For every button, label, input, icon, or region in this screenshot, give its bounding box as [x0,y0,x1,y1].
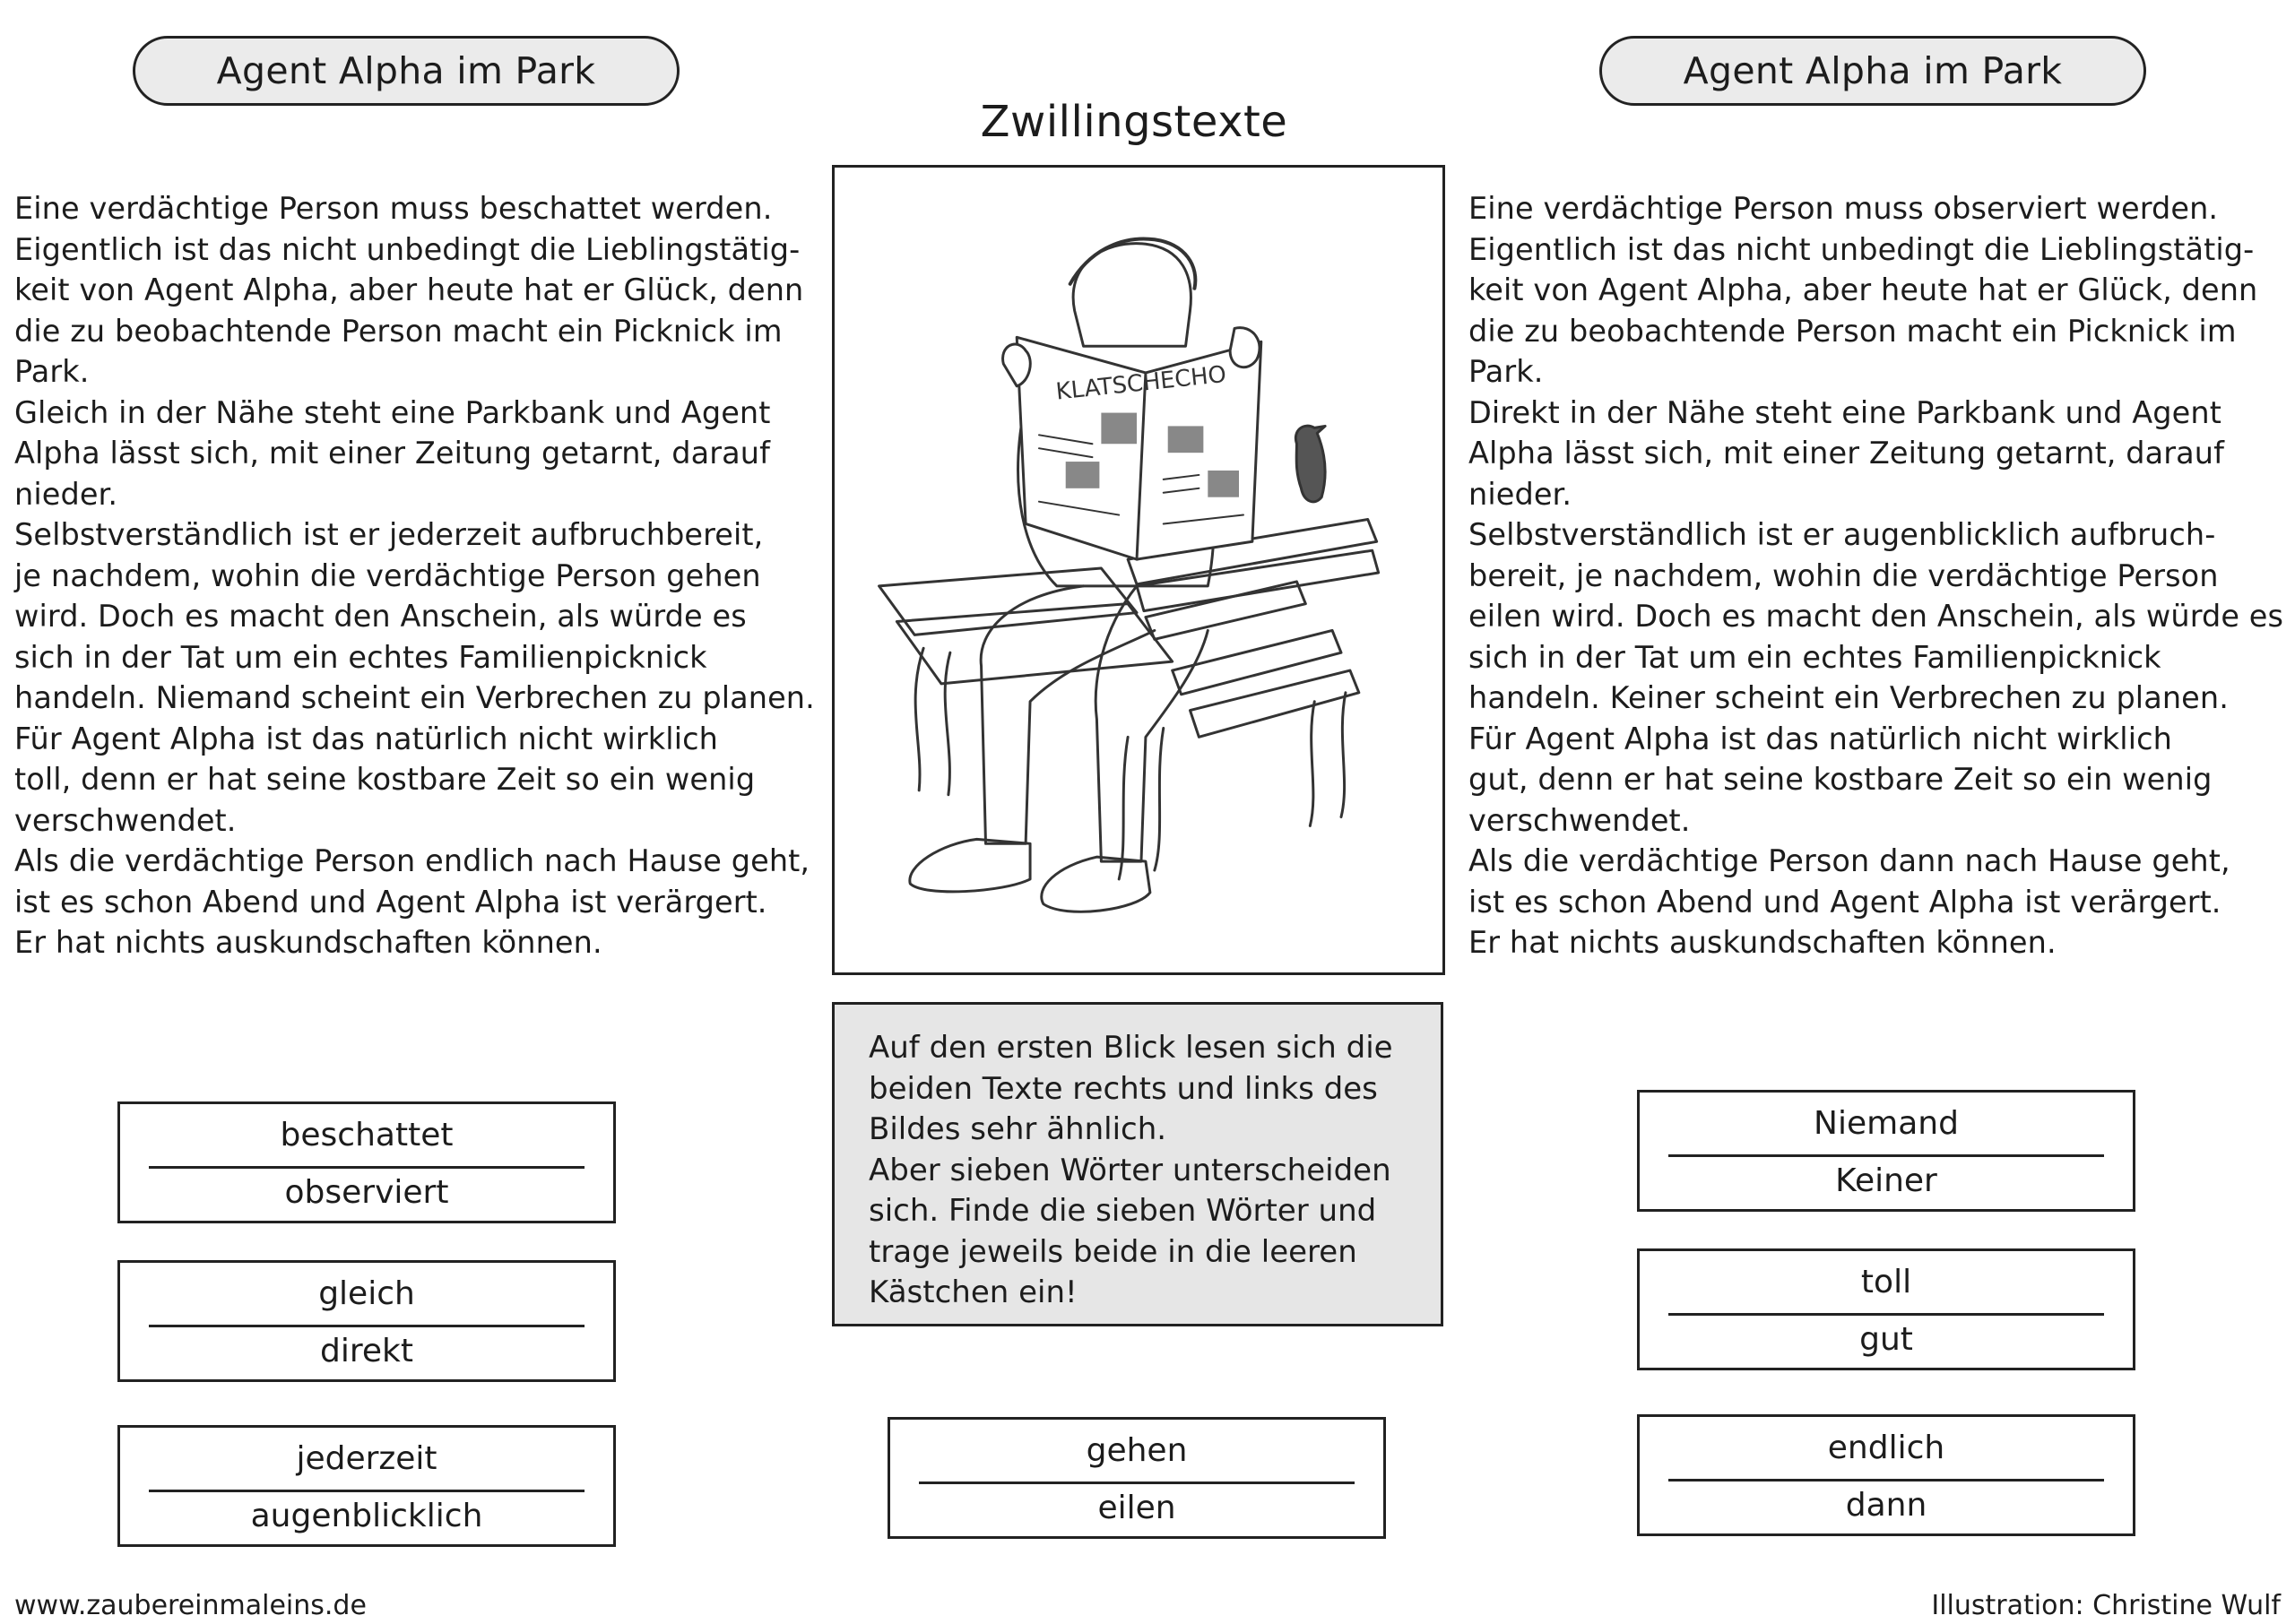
newspaper-picture [1101,413,1137,445]
person-hand [1230,328,1260,367]
divider [1668,1313,2104,1316]
bench-back [1137,550,1379,610]
divider [919,1481,1355,1484]
newspaper-picture [1208,471,1239,497]
title-pill-left [133,36,680,106]
word-right-text: eilen [1097,1490,1176,1526]
bench-slat [896,604,1172,684]
bird [1295,426,1325,502]
bench-slat [1173,630,1341,694]
bench-leg [1155,728,1164,870]
word-left-text: toll [1860,1264,1912,1300]
word-left-text: jederzeit [296,1440,437,1477]
word-left-text: gehen [1086,1432,1188,1469]
person-shoe [1042,857,1150,911]
word-pair-box[interactable] [1637,1090,2135,1212]
person-leg [1096,586,1208,861]
bench-leg [915,648,923,790]
worksheet-title: Zwillingstexte [980,97,1288,147]
bench-leg [945,652,950,795]
footer-website: www.zaubereinmaleins.de [14,1590,367,1621]
word-right-text: observiert [284,1174,449,1211]
newspaper-picture [1168,426,1204,453]
word-pair-box[interactable] [117,1425,616,1547]
divider [149,1166,585,1169]
bench-leg [1341,693,1346,817]
word-left-text: beschattet [280,1117,454,1153]
word-pair-box[interactable] [117,1260,616,1382]
word-right-text: Keiner [1835,1162,1937,1199]
story-text-left: Eine verdächtige Person muss beschattet werden. Eigentlich ist das nicht unbedingt die Lieblingstätig- keit von Agent Alpha, aber heute hat er Glück, denn die zu beobachtende Person macht ein Picknick im Park. Gleich in der Nähe steht eine Parkbank und Agent Alpha lässt sich, mit einer Zeitung getarnt, darauf nieder. Selbstverständlich ist er jederzeit aufbruchbereit, je nachdem, wohin die verdächtige Person gehen wird. Doch es macht den Anschein, als würde es sich in der Tat um ein echtes Familienpicknick handeln. Niemand scheint ein Verbrechen zu planen. Für Agent Alpha ist das natürlich nicht wirklich toll, denn er hat seine kostbare Zeit so ein wenig verschwendet. Als die verdächtige Person endlich nach Hause geht, ist es schon Abend und Agent Alpha ist verärgert. Er hat nichts auskundschaften können. [14,191,815,960]
word-right-text: gut [1859,1321,1913,1358]
newspaper-picture [1066,462,1100,488]
divider [1668,1154,2104,1157]
task-instructions: Auf den ersten Blick lesen sich die beiden Texte rechts und links des Bildes sehr ähnlich. Aber sieben Wörter unterscheiden sich. Finde die sieben Wörter und trage jeweils beide in die leeren Kästchen ein! [832,1002,1443,1326]
person-shoe [910,839,1030,892]
title-pill-right [1599,36,2146,106]
bench-slat [879,568,1137,635]
title-right: Agent Alpha im Park [1683,49,2063,92]
divider [149,1490,585,1492]
bench-leg [1310,702,1314,826]
word-right-text: augenblicklich [250,1498,483,1534]
word-left-text: gleich [318,1275,415,1312]
footer-credit: Illustration: Christine Wulf [1931,1590,2281,1621]
agent-on-bench-illustration [835,168,1442,972]
newspaper-name: KLATSCHECHO [1054,360,1228,406]
word-pair-box[interactable] [117,1101,616,1223]
word-left-text: endlich [1827,1430,1945,1466]
divider [149,1325,585,1327]
story-text-right: Eine verdächtige Person muss observiert werden. Eigentlich ist das nicht unbedingt die Lieblingstätig- keit von Agent Alpha, aber heute hat er Glück, denn die zu beobachtende Person macht ein Picknick im Park. Direkt in der Nähe steht eine Parkbank und Agent Alpha lässt sich, mit einer Zeitung getarnt, darauf nieder. Selbstverständlich ist er augenblicklich aufbruch- bereit, je nachdem, wohin die verdächtige Person eilen wird. Doch es macht den Anschein, als würde es sich in der Tat um ein echtes Familienpicknick handeln. Keiner scheint ein Verbrechen zu planen. Für Agent Alpha ist das natürlich nicht wirklich gut, denn er hat seine kostbare Zeit so ein wenig verschwendet. Als die verdächtige Person dann nach Hause geht, ist es schon Abend und Agent Alpha ist verärgert. Er hat nichts auskundschaften können. [1468,191,2284,960]
word-right-text: dann [1845,1487,1927,1524]
bench-slat [1190,670,1358,737]
title-left: Agent Alpha im Park [216,49,596,92]
divider [1668,1479,2104,1481]
illustration-frame [832,165,1445,975]
word-pair-box[interactable] [1637,1414,2135,1536]
word-pair-box[interactable] [1637,1248,2135,1370]
word-pair-box[interactable] [888,1417,1386,1539]
person-hand [1003,344,1031,386]
bench-slat [1146,582,1305,639]
word-left-text: Niemand [1814,1105,1959,1142]
word-right-text: direkt [320,1333,413,1369]
